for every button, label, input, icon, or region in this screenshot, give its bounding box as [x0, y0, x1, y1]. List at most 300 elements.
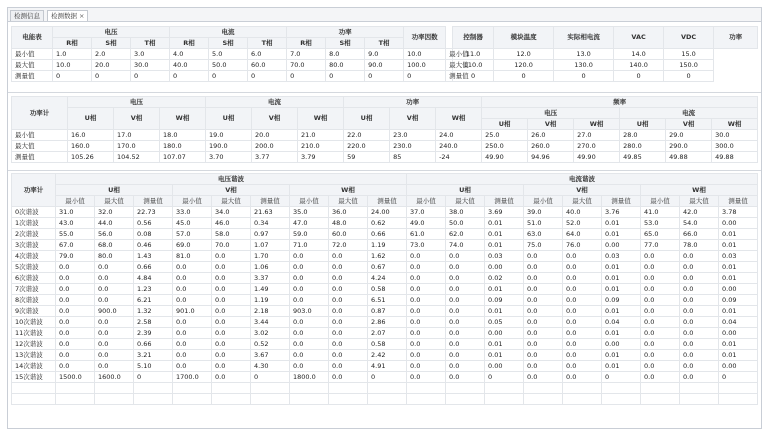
table-cell: 0 [453, 71, 494, 82]
table-cell: 0.01 [719, 273, 758, 284]
table-cell: 0.0 [407, 273, 446, 284]
row-label: 最大值 [446, 60, 453, 71]
current-group-header: 电流 [206, 97, 344, 108]
empty-cell [12, 394, 56, 405]
table-cell: 0.0 [563, 328, 602, 339]
tab-detection-info[interactable] [10, 10, 44, 21]
table-cell: 1.43 [134, 251, 173, 262]
table-cell: 0.0 [212, 262, 251, 273]
table-cell: 0.0 [95, 317, 134, 328]
table-cell: 20.0 [92, 60, 131, 71]
table-cell: 0.0 [173, 284, 212, 295]
table-row [12, 295, 758, 306]
table-cell: 10.0 [53, 60, 92, 71]
sub-header: 测量值 [251, 196, 290, 207]
phase-header: S相 [326, 38, 365, 49]
table-cell: 0 [326, 71, 365, 82]
row-label: 0次谐波 [12, 207, 56, 218]
table-cell: 1.62 [368, 251, 407, 262]
table-cell: 0.0 [290, 284, 329, 295]
table-cell: 13.0 [554, 49, 614, 60]
table-cell: 0 [602, 372, 641, 383]
table-cell: 0.0 [212, 328, 251, 339]
table-cell: 0.0 [329, 306, 368, 317]
table-cell: 0.0 [563, 284, 602, 295]
table-cell: 0.01 [485, 229, 524, 240]
table-cell: 50.0 [209, 60, 248, 71]
close-icon[interactable]: × [79, 12, 85, 20]
table-cell: 61.0 [407, 229, 446, 240]
table-cell: 4.0 [170, 49, 209, 60]
table-cell: 45.0 [173, 218, 212, 229]
table-cell: 0.0 [641, 273, 680, 284]
table-cell: 0.0 [641, 339, 680, 350]
table-cell: 0.0 [524, 328, 563, 339]
phase-header: U相 [68, 108, 114, 130]
empty-cell [524, 383, 563, 394]
table-cell: 0.97 [251, 229, 290, 240]
table-cell: 0.09 [485, 295, 524, 306]
table-cell: 0.00 [485, 262, 524, 273]
sub-header: 最大值 [212, 196, 251, 207]
table-cell: 34.0 [212, 207, 251, 218]
col-header: 实际相电流 [554, 27, 614, 49]
table-cell: 44.0 [95, 218, 134, 229]
phase-header: U相 [407, 185, 524, 196]
table-cell: 0 [365, 71, 404, 82]
table-cell: 0.0 [563, 317, 602, 328]
table-cell: 37.0 [407, 207, 446, 218]
frequency-group-header: 频率 [482, 97, 758, 108]
row-label: 10次谐波 [12, 317, 56, 328]
table-cell: 300.0 [712, 141, 758, 152]
table-cell: 20.0 [252, 130, 298, 141]
table-cell: 0.0 [641, 317, 680, 328]
sub-header: 最小值 [290, 196, 329, 207]
phase-header: U相 [344, 108, 390, 130]
empty-cell [134, 394, 173, 405]
row-label: 3次谐波 [12, 240, 56, 251]
table-cell: 75.0 [524, 240, 563, 251]
table-cell: 100.0 [404, 60, 446, 71]
empty-cell [641, 394, 680, 405]
table-cell: 0.01 [602, 262, 641, 273]
table-cell: 0.0 [407, 361, 446, 372]
table-cell: 0.0 [563, 350, 602, 361]
sub-header: 最大值 [329, 196, 368, 207]
sub-header: 最大值 [563, 196, 602, 207]
table-cell: 0.08 [134, 229, 173, 240]
table-cell: 12.0 [494, 49, 554, 60]
table-cell: 0.0 [446, 317, 485, 328]
table-cell: 0.01 [602, 273, 641, 284]
table-cell: 0.0 [212, 295, 251, 306]
row-label: 最大值 [12, 141, 68, 152]
table-cell: 0.0 [212, 273, 251, 284]
table-cell: 4.24 [368, 273, 407, 284]
table-cell: 0.0 [524, 262, 563, 273]
table-cell: 59 [344, 152, 390, 163]
table-cell: 64.0 [563, 229, 602, 240]
table-cell: 1.49 [251, 284, 290, 295]
row-label: 2次谐波 [12, 229, 56, 240]
table-row [12, 339, 758, 350]
row-label: 11次谐波 [12, 328, 56, 339]
table-cell: 0.0 [329, 284, 368, 295]
empty-cell [563, 383, 602, 394]
tab-detection-data[interactable] [47, 10, 88, 21]
table-cell: 32.0 [95, 207, 134, 218]
table-cell: 0.0 [290, 273, 329, 284]
table-cell: 190.0 [206, 141, 252, 152]
main-window [7, 7, 762, 429]
table-cell: 0 [209, 71, 248, 82]
table-cell: 0.0 [680, 350, 719, 361]
table-cell: 0.0 [56, 339, 95, 350]
table-cell: 0.0 [563, 295, 602, 306]
table-cell: 901.0 [173, 306, 212, 317]
phase-header: R相 [53, 38, 92, 49]
table-cell: 110.0 [453, 60, 494, 71]
table-cell: 48.0 [329, 218, 368, 229]
table-cell: 0.0 [329, 273, 368, 284]
table-cell: 0.01 [602, 218, 641, 229]
table-cell: 0.0 [680, 262, 719, 273]
table-cell: 60.0 [248, 60, 287, 71]
empty-cell [56, 383, 95, 394]
table-cell: 180.0 [160, 141, 206, 152]
table-cell: 0.01 [485, 306, 524, 317]
empty-cell [407, 394, 446, 405]
phase-header: W相 [712, 119, 758, 130]
table-cell: 0.67 [368, 262, 407, 273]
table-cell: 0.00 [719, 361, 758, 372]
table-cell: 0.52 [251, 339, 290, 350]
table-cell: 0.01 [719, 339, 758, 350]
table-cell: 0.0 [407, 372, 446, 383]
table-cell: 0.0 [446, 295, 485, 306]
table-cell: 54.0 [680, 218, 719, 229]
power-meter-corner: 功率计 [12, 97, 68, 130]
table-cell: 0.0 [95, 284, 134, 295]
empty-cell [134, 383, 173, 394]
table-cell: 0.0 [329, 328, 368, 339]
row-label: 测量值 [446, 71, 453, 82]
table-cell: 22.0 [344, 130, 390, 141]
table-cell: 120.0 [494, 60, 554, 71]
table-cell: 22.73 [134, 207, 173, 218]
table-cell: 1.19 [368, 240, 407, 251]
table-cell: 7.0 [287, 49, 326, 60]
table-cell: 0.0 [641, 251, 680, 262]
table-cell: 0 [92, 71, 131, 82]
table-cell: 31.0 [56, 207, 95, 218]
table-cell: 19.0 [206, 130, 252, 141]
table-cell: 0 [251, 372, 290, 383]
table-cell: 220.0 [344, 141, 390, 152]
empty-cell [641, 383, 680, 394]
table-cell: 0 [134, 372, 173, 383]
table-cell: 0.0 [56, 306, 95, 317]
table-row [12, 317, 758, 328]
phase-header: U相 [206, 108, 252, 130]
empty-cell [407, 383, 446, 394]
phase-header: W相 [290, 185, 407, 196]
table-cell: 0.00 [719, 218, 758, 229]
table-cell: 76.0 [563, 240, 602, 251]
table-cell: 43.0 [56, 218, 95, 229]
table-cell: 0.01 [719, 350, 758, 361]
sub-header: 测量值 [485, 196, 524, 207]
table-cell: 0.0 [446, 306, 485, 317]
table-cell: 4.91 [368, 361, 407, 372]
table-cell: 0.09 [602, 295, 641, 306]
table-row [12, 284, 758, 295]
table-cell: 0 [554, 71, 614, 82]
table-cell: 0.0 [212, 251, 251, 262]
table-row [12, 372, 758, 383]
sub-header: 最大值 [95, 196, 134, 207]
table-cell: 3.70 [206, 152, 252, 163]
table-cell: 1.23 [134, 284, 173, 295]
tab-bar [8, 8, 761, 22]
table-cell: 0.0 [680, 273, 719, 284]
table-cell: 0.0 [641, 284, 680, 295]
empty-cell [95, 383, 134, 394]
table-cell: 5.10 [134, 361, 173, 372]
table-cell: 63.0 [524, 229, 563, 240]
table-cell: -24 [436, 152, 482, 163]
phase-header: V相 [173, 185, 290, 196]
empty-cell [446, 383, 485, 394]
table-cell: 3.21 [134, 350, 173, 361]
phase-header: S相 [209, 38, 248, 49]
empty-row [12, 383, 758, 394]
phase-header: V相 [528, 119, 574, 130]
empty-cell [251, 383, 290, 394]
table-cell: 0.0 [446, 372, 485, 383]
table-cell: 0.0 [446, 262, 485, 273]
table-cell: 0.34 [251, 218, 290, 229]
table-cell: 0.0 [95, 262, 134, 273]
empty-cell [12, 383, 56, 394]
empty-cell [212, 394, 251, 405]
table-cell: 39.0 [524, 207, 563, 218]
phase-header: U相 [620, 119, 666, 130]
table-cell: 1500.0 [56, 372, 95, 383]
table-cell: 94.96 [528, 152, 574, 163]
table-cell: 49.88 [712, 152, 758, 163]
table-cell: 0.0 [173, 273, 212, 284]
table-cell: 1800.0 [290, 372, 329, 383]
table-cell: 0.66 [134, 339, 173, 350]
tab-label: 检测数据 [51, 12, 77, 20]
table-row [12, 328, 758, 339]
table-cell: 3.0 [131, 49, 170, 60]
table-cell: 0.0 [641, 372, 680, 383]
row-label: 6次谐波 [12, 273, 56, 284]
table-cell: 0.0 [524, 372, 563, 383]
empty-cell [680, 394, 719, 405]
table-cell: 240.0 [436, 141, 482, 152]
table-cell: 200.0 [252, 141, 298, 152]
table-cell: 0.0 [524, 251, 563, 262]
phase-header: U相 [482, 119, 528, 130]
sub-header: 最大值 [446, 196, 485, 207]
table-cell: 5.0 [209, 49, 248, 60]
table-cell: 42.0 [680, 207, 719, 218]
row-label: 最小值 [12, 130, 68, 141]
table-cell: 0.00 [602, 240, 641, 251]
table-cell: 90.0 [365, 60, 404, 71]
table-cell: 105.26 [68, 152, 114, 163]
empty-cell [329, 383, 368, 394]
phase-header: T相 [365, 38, 404, 49]
row-label: 5次谐波 [12, 262, 56, 273]
tab-label: 检测信息 [14, 12, 40, 20]
table-cell: 24.0 [436, 130, 482, 141]
current-group-header: 电流 [170, 27, 287, 38]
table-cell: 21.0 [298, 130, 344, 141]
table-cell: 66.0 [680, 229, 719, 240]
phase-header: R相 [287, 38, 326, 49]
voltage-group-header: 电压 [53, 27, 170, 38]
table-cell: 0.01 [602, 284, 641, 295]
table-cell: 270.0 [574, 141, 620, 152]
table-cell: 26.0 [528, 130, 574, 141]
table-cell: 0.0 [56, 295, 95, 306]
phase-header: V相 [114, 108, 160, 130]
table-cell: 0.03 [485, 251, 524, 262]
phase-header: W相 [160, 108, 206, 130]
table-row [12, 218, 758, 229]
table-cell: 0 [614, 71, 664, 82]
table-row [12, 229, 758, 240]
meter-controller-table [11, 26, 758, 82]
table-cell: 210.0 [298, 141, 344, 152]
empty-cell [368, 394, 407, 405]
table-cell: 0.04 [602, 317, 641, 328]
table-row [12, 60, 758, 71]
table-cell: 0.01 [602, 328, 641, 339]
table-cell: 0 [287, 71, 326, 82]
table-cell: 0.00 [485, 361, 524, 372]
table-cell: 0.0 [446, 339, 485, 350]
phase-header: W相 [641, 185, 758, 196]
table-cell: 49.90 [574, 152, 620, 163]
table-cell: 0.0 [329, 372, 368, 383]
table-cell: 0.0 [95, 295, 134, 306]
table-cell: 15.0 [664, 49, 714, 60]
table-row [12, 306, 758, 317]
table-cell: 0.0 [563, 262, 602, 273]
table-cell: 59.0 [290, 229, 329, 240]
table-cell: 0.01 [485, 284, 524, 295]
col-header: VDC [664, 27, 714, 49]
table-row [12, 361, 758, 372]
phase-header: V相 [524, 185, 641, 196]
table-cell: 0.0 [407, 251, 446, 262]
table-cell: 0.0 [407, 317, 446, 328]
table-cell: 130.0 [554, 60, 614, 71]
table-cell: 0.0 [563, 361, 602, 372]
table-row [12, 251, 758, 262]
sub-header: 测量值 [602, 196, 641, 207]
phase-header: V相 [666, 119, 712, 130]
table-cell: 3.76 [602, 207, 641, 218]
table-row [12, 49, 758, 60]
table-cell: 80.0 [95, 251, 134, 262]
table-cell: 0.0 [173, 328, 212, 339]
table-cell: 0.00 [602, 339, 641, 350]
table-cell: 41.0 [641, 207, 680, 218]
table-cell: 85 [390, 152, 436, 163]
table-cell: 30.0 [712, 130, 758, 141]
table-cell: 0.0 [563, 339, 602, 350]
phase-header: U相 [56, 185, 173, 196]
table-cell: 78.0 [680, 240, 719, 251]
table-cell: 55.0 [56, 229, 95, 240]
table-cell: 0.01 [719, 240, 758, 251]
table-cell: 0.58 [368, 284, 407, 295]
row-label: 13次谐波 [12, 350, 56, 361]
table-cell: 140.0 [614, 60, 664, 71]
table-cell: 0.58 [368, 339, 407, 350]
row-label: 测量值 [12, 71, 53, 82]
table-cell: 0.66 [134, 262, 173, 273]
table-cell: 0.66 [368, 229, 407, 240]
table-cell: 10.0 [404, 49, 446, 60]
table-cell: 0.0 [329, 295, 368, 306]
table-cell: 0.02 [485, 273, 524, 284]
row-label: 测量值 [12, 152, 68, 163]
sub-header: 测量值 [368, 196, 407, 207]
table-cell: 0 [719, 372, 758, 383]
table-cell: 0.0 [329, 361, 368, 372]
table-cell: 0.0 [212, 306, 251, 317]
table-cell: 1.32 [134, 306, 173, 317]
table-cell: 0.0 [95, 361, 134, 372]
table-cell: 47.0 [290, 218, 329, 229]
table-cell: 0.0 [524, 350, 563, 361]
table-cell: 52.0 [563, 218, 602, 229]
table-cell: 3.79 [298, 152, 344, 163]
table-cell: 0 [368, 372, 407, 383]
table-cell: 903.0 [290, 306, 329, 317]
empty-cell [251, 394, 290, 405]
table-cell: 0 [170, 71, 209, 82]
table-cell: 0.0 [680, 372, 719, 383]
phase-header: T相 [131, 38, 170, 49]
table-cell: 0.0 [290, 295, 329, 306]
table-row [12, 273, 758, 284]
table-cell: 0.0 [680, 339, 719, 350]
voltage-harmonics-header: 电压谐波 [56, 174, 407, 185]
table-cell: 0.0 [329, 350, 368, 361]
phase-header: W相 [298, 108, 344, 130]
empty-cell [719, 383, 758, 394]
table-cell: 1.70 [251, 251, 290, 262]
harmonics-table [11, 173, 758, 405]
table-cell: 0.0 [95, 350, 134, 361]
table-cell: 3.69 [485, 207, 524, 218]
table-cell: 70.0 [212, 240, 251, 251]
table-cell: 0.46 [134, 240, 173, 251]
table-cell: 69.0 [173, 240, 212, 251]
table-cell: 0 [404, 71, 446, 82]
table-cell: 79.0 [56, 251, 95, 262]
table-cell: 0.0 [212, 372, 251, 383]
